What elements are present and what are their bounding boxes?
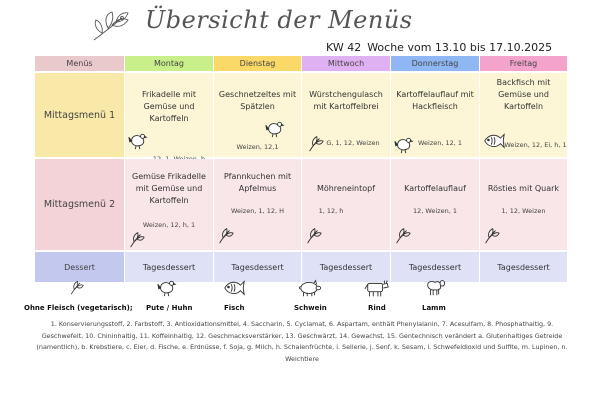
vegetarian-leaf-icon xyxy=(304,225,322,245)
vegetarian-leaf-icon xyxy=(393,225,411,245)
dish-name: Kartoffelauflauf mit Hackfleisch xyxy=(396,90,474,111)
menu1-mittwoch xyxy=(302,73,390,157)
allergen-footnote: 1. Konservierungsstoff, 2. Farbstoff, 3. Antioxidationsmittel, 4. Saccharin, 5. Cyclamat, 6. Aspartam, enthält Phenylalanin, 7. Acesulfam, 8. Phosphathaltig, 9. Geschwefelt, 10. Chininhaltig, 11. Koffeinhaltig, 12. Geschmacksverstärker, 13. Geschwärzt, 14. Gewachst, 15. Gentechnisch verändert a. Glutenhaltiges Getreide (namentlich), b. Krebstiere, c. Eier, d. Fische, e. Erdnüsse, f. Soja, g. Milch, h. Schalenfrüchte, i. Sellerie, j. Senf, k. Sesam, l. Schwefeldioxid und Sulfite, m. Lupinen, n. Weichtiere xyxy=(36,320,568,363)
menu2-freitag xyxy=(480,159,567,250)
vegetarian-leaf-icon xyxy=(216,225,234,245)
schwein-icon xyxy=(298,278,322,298)
legend-fisch: Fisch xyxy=(224,304,245,312)
lamm-icon xyxy=(424,276,446,298)
corner-header: Menüs xyxy=(35,56,124,71)
dish-name: Backfisch mit Gemüse und Kartoffeln xyxy=(496,78,551,111)
allergens: Weizen, 12, Ei, h, 1 xyxy=(504,141,567,149)
dish-name: Frikadelle mit Gemüse und Kartoffeln xyxy=(142,90,196,123)
day-header-donnerstag: Donnerstag xyxy=(391,56,479,71)
allergens: 1, 12, h xyxy=(318,207,344,215)
allergens: Weizen, 12,1 xyxy=(236,143,279,151)
allergens: Weizen, 1, 12, H xyxy=(230,207,285,215)
dish-name: Gemüse Frikadelle mit Gemüse und Kartoffeln xyxy=(132,172,206,205)
day-header-freitag: Freitag xyxy=(480,56,567,71)
menu-table xyxy=(35,56,567,282)
menu2-donnerstag xyxy=(391,159,479,250)
dessert-mittwoch: Tagesdessert xyxy=(302,252,390,282)
dessert-freitag: Tagesdessert xyxy=(480,252,567,282)
menu1-freitag xyxy=(480,73,567,157)
menu1-donnerstag xyxy=(391,73,479,157)
menu2-mittwoch xyxy=(302,159,390,250)
vegetarian-leaf-icon xyxy=(482,225,500,245)
fisch-icon xyxy=(482,129,506,151)
dish-name: Geschnetzeltes mit Spätzlen xyxy=(218,90,297,111)
pute-icon xyxy=(264,117,286,139)
menu1-montag xyxy=(125,73,213,157)
allergens: G, 1, 12, Weizen xyxy=(326,139,380,147)
day-header-montag: Montag xyxy=(125,56,213,71)
allergens: 12, Weizen, 1 xyxy=(412,207,458,215)
dish-name: Rösties mit Quark xyxy=(487,184,560,193)
allergens: Weizen, 12, 1 xyxy=(417,139,463,147)
fisch-icon xyxy=(222,276,246,298)
menu1-dienstag xyxy=(214,73,301,157)
row-label-dessert: Dessert xyxy=(35,252,124,282)
menu2-dienstag xyxy=(214,159,301,250)
dessert-dienstag: Tagesdessert xyxy=(214,252,301,282)
pute-icon xyxy=(156,276,178,298)
legend-pute-huhn: Pute / Huhn xyxy=(146,304,193,312)
row-label-mittagsmenu-2: Mittagsmenü 2 xyxy=(35,159,124,250)
legend-rind: Rind xyxy=(368,304,386,312)
vegetarian-leaf-icon xyxy=(127,229,145,249)
date-range: Woche vom 13.10 bis 17.10.2025 xyxy=(367,41,553,54)
dish-name: Kartoffelauflauf xyxy=(404,184,466,193)
legend-schwein: Schwein xyxy=(294,304,327,312)
menu2-montag xyxy=(125,159,213,250)
dessert-montag: Tagesdessert xyxy=(125,252,213,282)
week-label: KW 42 xyxy=(326,41,362,54)
dish-name: Würstchengulasch mit Kartoffelbrei xyxy=(309,90,383,111)
pute-icon xyxy=(127,129,149,151)
vegetarian-leaf-icon xyxy=(68,278,84,296)
dish-name: Pfannkuchen mit Apfelmus xyxy=(223,172,292,193)
week-info xyxy=(326,41,558,54)
legend-lamm: Lamm xyxy=(422,304,446,312)
rind-icon xyxy=(364,278,390,298)
dish-name: Möhreneintopf xyxy=(316,184,376,193)
flower-sprig-logo-icon xyxy=(88,8,132,44)
allergens: 1, 12, Weizen xyxy=(501,207,546,215)
page-title: Übersicht der Menüs xyxy=(145,6,413,34)
dessert-donnerstag: Tagesdessert xyxy=(391,252,479,282)
day-header-dienstag: Dienstag xyxy=(214,56,301,71)
legend-vegetarian: Ohne Fleisch (vegetarisch); xyxy=(24,304,133,312)
row-label-mittagsmenu-1: Mittagsmenü 1 xyxy=(35,73,124,157)
allergens: Weizen, 12, h, 1 xyxy=(142,221,196,229)
day-header-mittwoch: Mittwoch xyxy=(302,56,390,71)
